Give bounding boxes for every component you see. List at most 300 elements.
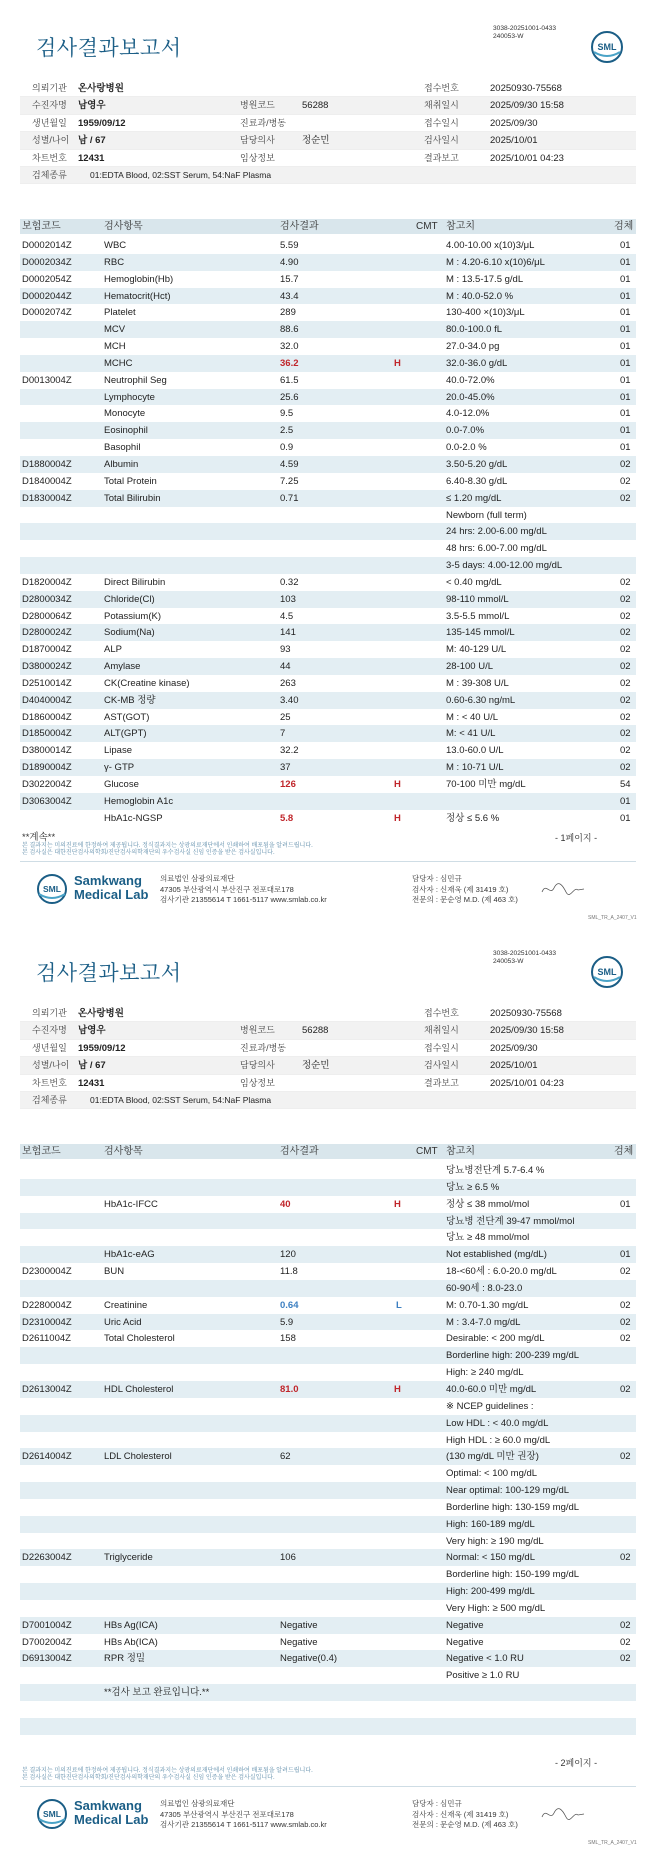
cell-item: Potassium(K) (104, 610, 162, 622)
cell-item: Lymphocyte (104, 391, 155, 403)
table-row (20, 1415, 636, 1432)
info-row (20, 167, 636, 184)
cell-ref: 130-400 ×(10)3/μL (446, 307, 525, 319)
cell-specimen: 01 (620, 341, 631, 353)
cell-ref: Very high: ≥ 190 mg/dL (446, 1535, 544, 1547)
table-row (20, 591, 636, 608)
cell-ref: Negative < 1.0 RU (446, 1653, 524, 1665)
patient-value: 남영우 (78, 100, 106, 112)
specimen-value: 01:EDTA Blood, 02:SST Serum, 54:NaF Plasma (90, 1094, 272, 1105)
cell-ref: 4.00-10.00 x(10)3/μL (446, 240, 535, 251)
cell-specimen: 02 (620, 1636, 631, 1648)
header-ref: 참고치 (446, 221, 475, 232)
lab-name-line-2: Medical Lab (74, 1812, 149, 1827)
form-code: SML_TR_A_2407_V1 (588, 1840, 637, 1846)
cell-specimen: 54 (620, 779, 631, 790)
page-number: - 1페이지 - (555, 833, 598, 843)
tester: 검사자 : 신재욱 (제 31419 호) (412, 884, 509, 894)
cell-item: Total Cholesterol (104, 1333, 175, 1345)
table-row (20, 1179, 636, 1196)
cell-ref: 98-110 mmol/L (446, 593, 509, 605)
doctor-label: 담당의사 (240, 135, 275, 146)
cell-result: 289 (280, 307, 296, 319)
cell-specimen: 01 (620, 290, 631, 302)
signatories (412, 874, 518, 906)
cell-item: AST(GOT) (104, 711, 150, 723)
cell-flag: H (394, 812, 401, 824)
testdate-value: 2025/10/01 (490, 135, 538, 147)
info-row (20, 132, 636, 149)
table-row (20, 1280, 636, 1297)
cell-item: Eosinophil (104, 425, 148, 437)
cell-ref: Negative (446, 1636, 484, 1648)
cell-ref: Not established (mg/dL) (446, 1249, 547, 1261)
table-row (20, 1465, 636, 1482)
cell-ref: 당뇨병 전단계 39-47 mmol/mol (446, 1215, 575, 1227)
table-row (20, 1516, 636, 1533)
table-row (20, 1701, 636, 1718)
specimen-label: 검체종류 (32, 169, 67, 180)
cell-specimen: 02 (620, 1653, 631, 1665)
svg-text:SML: SML (597, 967, 617, 977)
patient-label: 수진자명 (32, 100, 67, 111)
table-row (20, 422, 636, 439)
cell-ref: Optimal: < 100 mg/dL (446, 1468, 538, 1480)
cell-ref: M : 39-308 U/L (446, 677, 509, 689)
cell-result: 0.71 (280, 492, 299, 504)
hospcode-label: 병원코드 (240, 100, 275, 111)
disclaimer-line-1: 본 결과지는 미의진료에 한정하여 제공됩니다. 정식결과지는 상광의료재단에서 인쇄하여 배포됨을 알려드립니다. (22, 843, 313, 849)
cell-result: 4.59 (280, 458, 299, 470)
footer-divider (20, 861, 636, 862)
lab-org: 의료법인 삼광의료재단 (160, 1799, 235, 1808)
cell-specimen: 01 (620, 425, 631, 437)
sexage-label: 성별/나이 (32, 135, 70, 146)
cell-specimen: 02 (620, 1552, 631, 1564)
cell-ref: Positive ≥ 1.0 RU (446, 1670, 520, 1682)
cell-specimen: 01 (620, 1198, 631, 1210)
cell-code: D2510014Z (22, 677, 72, 689)
cell-ref: 정상 ≤ 5.6 % (446, 812, 500, 824)
cell-result: 126 (280, 779, 296, 790)
table-row (20, 759, 636, 776)
cell-specimen: 02 (620, 1316, 631, 1328)
table-row (20, 1162, 636, 1179)
cell-specimen: 01 (620, 307, 631, 319)
table-row (20, 574, 636, 591)
cell-ref: M : 40.0-52.0 % (446, 290, 514, 302)
specimen-label: 검체종류 (32, 1094, 67, 1105)
table-row (20, 709, 636, 726)
cell-ref: 0.60-6.30 ng/mL (446, 694, 516, 706)
cell-result: 15.7 (280, 273, 299, 285)
cell-ref: 당뇨병전단계 5.7-6.4 % (446, 1165, 545, 1176)
table-row (20, 742, 636, 759)
table-row (20, 608, 636, 625)
cell-result: 32.2 (280, 745, 299, 757)
cell-result: 9.5 (280, 408, 294, 420)
cell-code: D4040004Z (22, 694, 72, 706)
cell-code: D0002074Z (22, 307, 72, 319)
cell-result: 7.25 (280, 475, 299, 487)
cell-ref: Negative (446, 1619, 484, 1631)
cell-result: 37 (280, 762, 291, 774)
specimen-value: 01:EDTA Blood, 02:SST Serum, 54:NaF Plasma (90, 169, 272, 180)
cell-item: Platelet (104, 307, 136, 319)
cell-ref: M: 40-129 U/L (446, 644, 507, 656)
cell-item: HBs Ag(ICA) (104, 1619, 158, 1631)
cell-specimen: 01 (620, 324, 631, 336)
cell-specimen: 01 (620, 374, 631, 386)
lab-address (160, 1799, 327, 1831)
cell-item: Hematocrit(Hct) (104, 290, 171, 302)
cell-item: RBC (104, 256, 125, 268)
signature-image (540, 1805, 586, 1823)
table-row (20, 1650, 636, 1667)
table-row (20, 1617, 636, 1634)
cell-item: RPR 정밀 (104, 1653, 146, 1665)
cell-code: D1850004Z (22, 728, 72, 740)
clinical-label: 임상정보 (240, 152, 275, 163)
cell-specimen: 01 (620, 273, 631, 285)
continued-note: **계속** (22, 832, 56, 843)
cell-item: ALT(GPT) (104, 728, 147, 740)
cell-result: 7 (280, 728, 286, 740)
table-row (20, 1297, 636, 1314)
header-code: 보험코드 (22, 1146, 61, 1157)
table-row (20, 271, 636, 288)
cell-result: 5.8 (280, 812, 294, 824)
cell-item: LDL Cholesterol (104, 1451, 172, 1463)
svg-text:SML: SML (43, 1809, 61, 1819)
report-value: 2025/10/01 04:23 (490, 152, 564, 164)
cell-code: D2300004Z (22, 1266, 72, 1278)
table-row (20, 1499, 636, 1516)
cell-ref: (130 mg/dL 미만 권장) (446, 1451, 539, 1463)
header-specimen: 검체 (614, 1146, 634, 1157)
info-row (20, 150, 636, 167)
table-row (20, 793, 636, 810)
lab-name-line-1: Samkwang (74, 873, 142, 888)
table-row (20, 1213, 636, 1230)
table-row (20, 1381, 636, 1398)
cell-specimen: 01 (620, 391, 631, 403)
cell-item: MCV (104, 324, 126, 336)
cell-specimen: 02 (620, 576, 631, 588)
table-row (20, 456, 636, 473)
cell-result: 32.0 (280, 341, 299, 353)
cell-result: 4.5 (280, 610, 294, 622)
cell-result: 81.0 (280, 1383, 299, 1395)
table-row (20, 372, 636, 389)
cell-item: HbA1c-eAG (104, 1249, 155, 1261)
table-row (20, 1549, 636, 1566)
chart-label: 차트번호 (32, 152, 67, 163)
cell-ref: M : 3.4-7.0 mg/dL (446, 1316, 521, 1328)
cell-ref: < 0.40 mg/dL (446, 576, 502, 588)
table-row (20, 692, 636, 709)
table-row (20, 624, 636, 641)
table-row (20, 1566, 636, 1583)
cell-specimen: 02 (620, 610, 631, 622)
hospital-value: 온사랑병원 (78, 1008, 124, 1019)
cell-ref: 0.0-7.0% (446, 425, 485, 437)
report-title: 검사결과보고서 (36, 36, 182, 60)
cell-specimen: 01 (620, 240, 631, 251)
cell-code: D1870004Z (22, 644, 72, 656)
header-specimen: 검체 (614, 221, 634, 232)
header-cmt: CMT (416, 221, 438, 232)
cell-specimen: 01 (620, 1249, 631, 1261)
cell-ref: Normal: < 150 mg/dL (446, 1552, 535, 1564)
dept-label: 진료과/병동 (240, 117, 286, 128)
table-row (20, 1314, 636, 1331)
cell-item: Amylase (104, 661, 141, 673)
disclaimer-line-2: 본 검사실은 대한진단검사의학회/진단검사의학재단의 우수검사실 신임 인증을 받은 검사실입니다. (22, 850, 275, 856)
cell-item: WBC (104, 240, 127, 251)
cell-result: 0.32 (280, 576, 299, 588)
cell-result: 88.6 (280, 324, 299, 336)
cell-specimen: 01 (620, 795, 631, 807)
hospcode-value: 56288 (302, 1025, 329, 1037)
cell-specimen: 01 (620, 442, 631, 454)
table-row (20, 810, 636, 827)
cell-result: 141 (280, 627, 296, 639)
table-row (20, 338, 636, 355)
page-number: - 2페이지 - (555, 1758, 598, 1768)
cell-code: D1840004Z (22, 475, 72, 487)
cell-item: Chloride(Cl) (104, 593, 155, 605)
cell-item: HBs Ab(ICA) (104, 1636, 158, 1648)
cell-item: Hemoglobin(Hb) (104, 273, 174, 285)
cell-ref: Low HDL : < 40.0 mg/dL (446, 1417, 549, 1429)
cell-ref: Near optimal: 100-129 mg/dL (446, 1485, 570, 1497)
table-row (20, 254, 636, 271)
chart-value: 12431 (78, 152, 105, 164)
table-row (20, 658, 636, 675)
sexage-value: 남 / 67 (78, 135, 106, 147)
cell-item: CK(Creatine kinase) (104, 677, 190, 689)
lab-address (160, 874, 327, 906)
lab-name (74, 874, 148, 902)
cell-flag: H (394, 1198, 401, 1210)
table-row (20, 1667, 636, 1684)
form-code: SML_TR_A_2407_V1 (588, 915, 637, 921)
sexage-value: 남 / 67 (78, 1060, 106, 1072)
specialist: 전문의 : 문순영 M.D. (제 463 호) (412, 1820, 518, 1829)
disclaimer (22, 843, 462, 857)
cell-ref: M: 0.70-1.30 mg/dL (446, 1299, 529, 1311)
cell-item: HbA1c-IFCC (104, 1198, 158, 1210)
tester: 검사자 : 신재욱 (제 31419 호) (412, 1809, 509, 1819)
table-row (20, 1533, 636, 1550)
cell-result: 25.6 (280, 391, 299, 403)
cell-specimen: 01 (620, 256, 631, 268)
collect-label: 채취일시 (424, 100, 459, 111)
cell-result: Negative (280, 1636, 318, 1648)
cell-result: 5.9 (280, 1316, 294, 1328)
patient-info (20, 1005, 636, 1109)
table-row (20, 405, 636, 422)
cell-flag: L (396, 1299, 402, 1311)
info-row (20, 1057, 636, 1074)
table-row (20, 540, 636, 557)
cell-ref: Borderline high: 150-199 mg/dL (446, 1569, 580, 1581)
cell-ref: 당뇨 ≥ 6.5 % (446, 1181, 500, 1193)
header-code: 보험코드 (22, 221, 61, 232)
cell-item: **검사 보고 완료입니다.** (104, 1687, 210, 1699)
table-row (20, 1718, 636, 1735)
document-code (493, 950, 556, 966)
receipt-label: 접수번호 (424, 83, 459, 93)
cell-item: Hemoglobin A1c (104, 795, 174, 807)
header-ref: 참고치 (446, 1146, 475, 1157)
header-cmt: CMT (416, 1146, 438, 1157)
cell-specimen: 02 (620, 1333, 631, 1345)
cell-ref: High HDL : ≥ 60.0 mg/dL (446, 1434, 551, 1446)
cell-result: 93 (280, 644, 291, 656)
report-page-2 (0, 925, 655, 1850)
testdate-label: 검사일시 (424, 1060, 459, 1071)
receipt-value: 20250930-75568 (490, 1008, 562, 1019)
cell-ref: M: < 41 U/L (446, 728, 496, 740)
cell-result: 158 (280, 1333, 296, 1345)
cell-ref: 6.40-8.30 g/dL (446, 475, 508, 487)
report-value: 2025/10/01 04:23 (490, 1077, 564, 1089)
cell-code: D3022004Z (22, 779, 72, 790)
cell-code: D0002034Z (22, 256, 72, 268)
cell-code: D3800014Z (22, 745, 72, 757)
cell-item: ALP (104, 644, 122, 656)
cell-specimen: 02 (620, 1266, 631, 1278)
table-row (20, 490, 636, 507)
cell-ref: High: ≥ 240 mg/dL (446, 1367, 524, 1379)
lab-name (74, 1799, 148, 1827)
cell-ref: 3-5 days: 4.00-12.00 mg/dL (446, 560, 563, 572)
cell-specimen: 02 (620, 661, 631, 673)
cell-flag: H (394, 1383, 401, 1395)
cell-specimen: 02 (620, 1619, 631, 1631)
doctor-value: 정순민 (302, 1060, 330, 1072)
cell-ref: 135-145 mmol/L (446, 627, 515, 639)
cell-ref: M : 4.20-6.10 x(10)6/μL (446, 256, 545, 268)
info-row (20, 80, 636, 97)
table-row (20, 1364, 636, 1381)
info-row (20, 1075, 636, 1092)
cell-ref: 3.5-5.5 mmol/L (446, 610, 510, 622)
dob-value: 1959/09/12 (78, 117, 126, 129)
table-row (20, 288, 636, 305)
report-label: 결과보고 (424, 152, 459, 163)
info-row (20, 1092, 636, 1109)
cell-specimen: 02 (620, 1299, 631, 1311)
cell-flag: H (394, 779, 401, 790)
specialist: 전문의 : 문순영 M.D. (제 463 호) (412, 895, 518, 904)
cell-specimen: 02 (620, 694, 631, 706)
results-table-header (20, 1144, 636, 1159)
sml-lab-logo-icon (36, 873, 68, 905)
results-table-body (20, 1162, 636, 1735)
accept-value: 2025/09/30 (490, 1042, 538, 1054)
testdate-value: 2025/10/01 (490, 1060, 538, 1072)
hospital-value: 온사랑병원 (78, 83, 124, 94)
cell-result: 0.9 (280, 442, 294, 454)
chart-value: 12431 (78, 1077, 105, 1089)
chart-label: 차트번호 (32, 1077, 67, 1088)
table-row (20, 1482, 636, 1499)
cell-ref: 27.0-34.0 pg (446, 341, 500, 353)
cell-item: Total Protein (104, 475, 157, 487)
cell-item: HbA1c-NGSP (104, 812, 163, 824)
cell-item: Uric Acid (104, 1316, 142, 1328)
cell-ref: 정상 ≤ 38 mmol/mol (446, 1198, 530, 1210)
cell-ref: 80.0-100.0 fL (446, 324, 502, 336)
accept-label: 접수일시 (424, 117, 459, 128)
lab-name-line-1: Samkwang (74, 1798, 142, 1813)
cell-code: D2800024Z (22, 627, 72, 639)
lab-name-line-2: Medical Lab (74, 887, 149, 902)
cell-ref: Borderline high: 130-159 mg/dL (446, 1501, 580, 1513)
cell-ref: 4.0-12.0% (446, 408, 490, 420)
cell-item: HDL Cholesterol (104, 1383, 174, 1395)
dob-label: 생년월일 (32, 1042, 67, 1053)
table-row (20, 439, 636, 456)
sexage-label: 성별/나이 (32, 1060, 70, 1071)
cell-ref: M : 13.5-17.5 g/dL (446, 273, 524, 285)
cell-specimen: 02 (620, 762, 631, 774)
svg-text:SML: SML (597, 42, 617, 52)
header-result: 검사결과 (280, 1146, 319, 1157)
cell-item: CK-MB 정량 (104, 694, 156, 706)
manager: 담당자 : 심민규 (412, 874, 462, 883)
signature-image (540, 880, 586, 898)
cell-result: 25 (280, 711, 291, 723)
document-code-line-2: 240053-W (493, 33, 524, 40)
cell-ref: 70-100 미만 mg/dL (446, 779, 526, 790)
cell-specimen: 02 (620, 711, 631, 723)
table-row (20, 641, 636, 658)
cell-ref: 40.0-60.0 미만 mg/dL (446, 1383, 537, 1395)
cell-ref: 32.0-36.0 g/dL (446, 357, 508, 369)
cell-code: D1860004Z (22, 711, 72, 723)
report-label: 결과보고 (424, 1077, 459, 1088)
cell-code: D0002014Z (22, 240, 72, 251)
cell-item: Neutrophil Seg (104, 374, 167, 386)
cell-result: 120 (280, 1249, 296, 1261)
header-result: 검사결과 (280, 221, 319, 232)
info-row (20, 1040, 636, 1057)
info-row (20, 115, 636, 132)
cell-item: Monocyte (104, 408, 146, 420)
table-row (20, 1263, 636, 1280)
cell-ref: ≤ 1.20 mg/dL (446, 492, 502, 504)
cell-item: Total Bilirubin (104, 492, 161, 504)
cell-specimen: 02 (620, 644, 631, 656)
cell-code: D2800064Z (22, 610, 72, 622)
cell-ref: M : < 40 U/L (446, 711, 499, 723)
dept-label: 진료과/병동 (240, 1042, 286, 1053)
lab-code: 검사기관 21355614 T 1661-5117 www.smlab.co.kr (160, 1820, 327, 1829)
table-row (20, 557, 636, 574)
table-row (20, 321, 636, 338)
cell-result: 2.5 (280, 425, 294, 437)
table-row (20, 776, 636, 793)
cell-ref: 당뇨 ≥ 48 mmol/mol (446, 1232, 530, 1244)
cell-result: 43.4 (280, 290, 299, 302)
cell-ref: Borderline high: 200-239 mg/dL (446, 1350, 580, 1362)
cell-specimen: 02 (620, 1383, 631, 1395)
cell-result: 36.2 (280, 357, 299, 369)
